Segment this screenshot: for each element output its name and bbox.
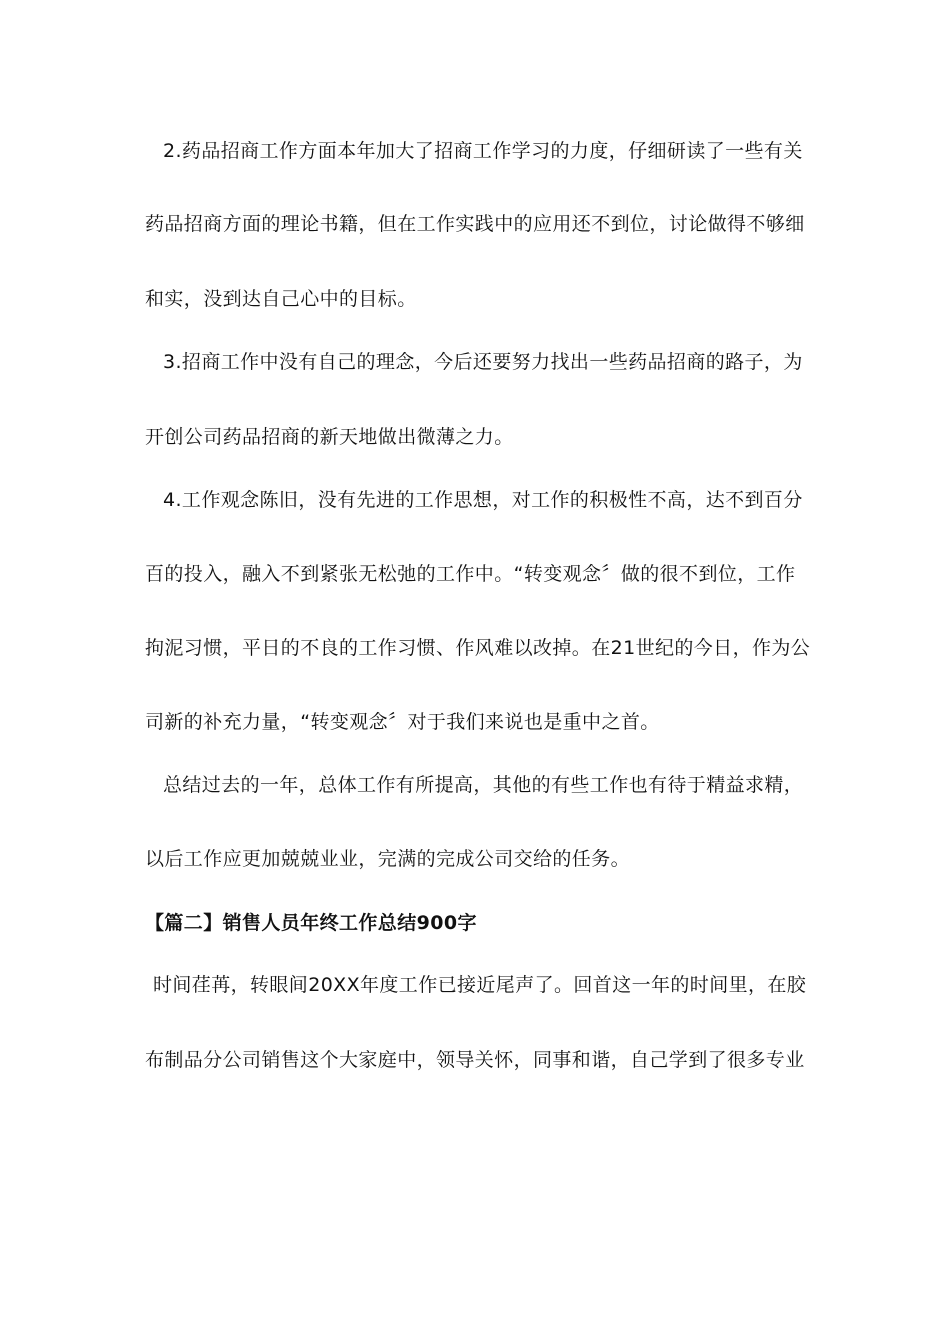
paragraph-line: 总结过去的一年，总体工作有所提高，其他的有些工作也有待于精益求精， bbox=[163, 774, 804, 796]
paragraph-line: 4.工作观念陈旧，没有先进的工作思想，对工作的积极性不高，达不到百分 bbox=[163, 489, 803, 511]
paragraph-line: 3.招商工作中没有自己的理念，今后还要努力找出一些药品招商的路子，为 bbox=[163, 351, 803, 373]
paragraph-line: 药品招商方面的理论书籍，但在工作实践中的应用还不到位，讨论做得不够细 bbox=[145, 213, 805, 235]
paragraph-line: 2.药品招商工作方面本年加大了招商工作学习的力度，仔细研读了一些有关 bbox=[163, 140, 803, 162]
paragraph-line: 时间荏苒，转眼间20XX年度工作已接近尾声了。回首这一年的时间里，在胶 bbox=[153, 974, 807, 996]
paragraph-line: 以后工作应更加兢兢业业，完满的完成公司交给的任务。 bbox=[145, 848, 631, 870]
paragraph-line: 百的投入，融入不到紧张无松弛的工作中。“转变观念〞做的很不到位，工作 bbox=[145, 563, 796, 585]
paragraph-line: 布制品分公司销售这个大家庭中，领导关怀，同事和谐，自己学到了很多专业 bbox=[145, 1049, 805, 1071]
paragraph-line: 拘泥习惯，平日的不良的工作习惯、作风难以改掉。在21世纪的今日，作为公 bbox=[145, 637, 811, 659]
paragraph-line: 开创公司药品招商的新天地做出微薄之力。 bbox=[145, 426, 514, 448]
paragraph-line: 司新的补充力量，“转变观念〞对于我们来说也是重中之首。 bbox=[145, 711, 660, 733]
paragraph-line: 和实，没到达自己心中的目标。 bbox=[145, 288, 417, 310]
section-heading: 【篇二】销售人员年终工作总结900字 bbox=[145, 912, 477, 934]
